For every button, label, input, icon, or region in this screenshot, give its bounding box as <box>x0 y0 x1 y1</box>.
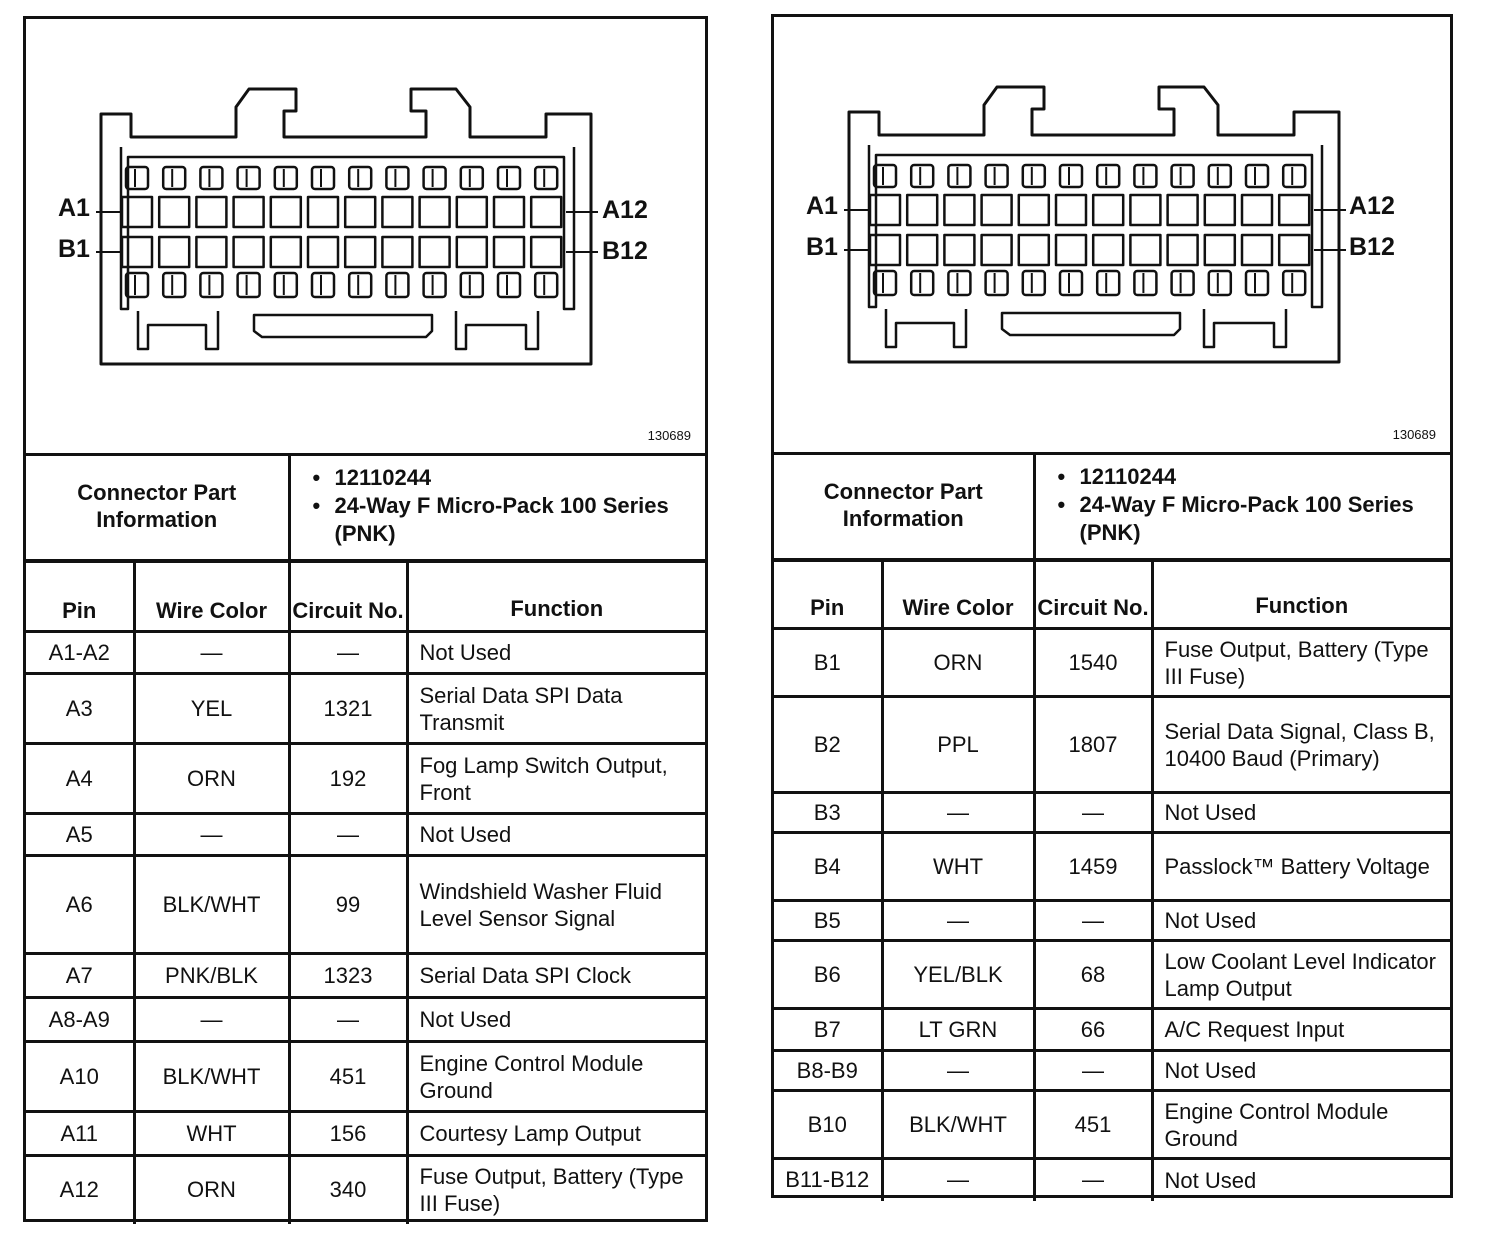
cavity-row-b <box>420 237 450 267</box>
pin-cell: B5 <box>774 901 882 941</box>
terminal-latch-top <box>1023 165 1045 187</box>
circuit-cell: 1321 <box>289 674 407 744</box>
wire-color-cell: LT GRN <box>882 1009 1034 1051</box>
terminal-latch-bottom <box>1172 271 1194 295</box>
wire-color-cell: BLK/WHT <box>134 1042 289 1112</box>
function-cell: Low Coolant Level Indicator Lamp Output <box>1152 941 1450 1009</box>
part-number: • 12110244 <box>1080 463 1451 491</box>
cavity-row-a <box>944 195 974 225</box>
cavity-row-b <box>271 237 301 267</box>
pin-cell: B1 <box>774 629 882 697</box>
pin-cell: B8-B9 <box>774 1051 882 1091</box>
pin-cell: B3 <box>774 793 882 833</box>
terminal-latch-bottom <box>1246 271 1268 295</box>
wire-color-cell: — <box>134 998 289 1042</box>
terminal-latch-bottom <box>1134 271 1156 295</box>
table-row <box>26 1042 705 1112</box>
wire-color-cell: YEL <box>134 674 289 744</box>
table-row <box>26 632 705 674</box>
pin-cell: A10 <box>26 1042 134 1112</box>
cavity-row-a <box>382 197 412 227</box>
center-slot <box>1002 313 1180 335</box>
cavity-row-a <box>308 197 338 227</box>
circuit-cell: — <box>1034 793 1152 833</box>
pin-cell: A3 <box>26 674 134 744</box>
pin-rows <box>26 632 705 1224</box>
terminal-latch-top <box>1209 165 1231 187</box>
cavity-row-b <box>870 235 900 265</box>
terminal-latch-bottom <box>312 273 334 297</box>
pin-cell: B6 <box>774 941 882 1009</box>
table-row <box>774 1009 1450 1051</box>
table-row <box>26 814 705 856</box>
connector-info-values <box>289 453 705 560</box>
connector-figure <box>26 19 705 456</box>
wire-color-cell: WHT <box>882 833 1034 901</box>
terminal-latch-bottom <box>535 273 557 297</box>
terminal-latch-top <box>1134 165 1156 187</box>
terminal-latch-top <box>1283 165 1305 187</box>
connector-panel-b <box>771 14 1453 1198</box>
header-circuit-no: Circuit No. <box>1034 561 1152 629</box>
terminal-latch-top <box>874 165 896 187</box>
function-cell: Fuse Output, Battery (Type III Fuse) <box>407 1156 705 1224</box>
terminal-latch-top <box>275 167 297 189</box>
table-row <box>26 674 705 744</box>
cavity-row-a <box>1205 195 1235 225</box>
terminal-latch-bottom <box>386 273 408 297</box>
cavity-row-a <box>1242 195 1272 225</box>
cavity-row-a <box>271 197 301 227</box>
circuit-cell: 192 <box>289 744 407 814</box>
terminal-latch-bottom <box>874 271 896 295</box>
table-row <box>774 1159 1450 1201</box>
function-cell: Passlock™ Battery Voltage <box>1152 833 1450 901</box>
cavity-row-a <box>907 195 937 225</box>
left-latch-key <box>138 311 218 349</box>
cavity-row-b <box>1093 235 1123 265</box>
table-row <box>26 1156 705 1224</box>
cavity-row-a <box>1279 195 1309 225</box>
cavity-row-b <box>382 237 412 267</box>
cavity-row-b <box>1205 235 1235 265</box>
pin-label-a12: A12 <box>1349 192 1395 220</box>
terminal-latch-top <box>1060 165 1082 187</box>
pin-cell: A12 <box>26 1156 134 1224</box>
cavity-row-a <box>1130 195 1160 225</box>
cavity-row-a <box>870 195 900 225</box>
cavity-row-a <box>1168 195 1198 225</box>
wire-color-cell: — <box>134 632 289 674</box>
cavity-row-a <box>457 197 487 227</box>
pin-cell: B4 <box>774 833 882 901</box>
function-cell: Courtesy Lamp Output <box>407 1112 705 1156</box>
wire-color-cell: WHT <box>134 1112 289 1156</box>
table-row <box>26 998 705 1042</box>
terminal-latch-top <box>911 165 933 187</box>
terminal-latch-top <box>126 167 148 189</box>
function-cell: Fog Lamp Switch Output, Front <box>407 744 705 814</box>
function-cell: Engine Control Module Ground <box>1152 1091 1450 1159</box>
part-description: • 24-Way F Micro-Pack 100 Series (PNK) <box>335 492 706 548</box>
header-circuit-no: Circuit No. <box>289 562 407 632</box>
terminal-latch-top <box>498 167 520 189</box>
connector-info-table <box>774 452 1450 561</box>
pin-label-b1: B1 <box>58 235 90 263</box>
circuit-cell: 156 <box>289 1112 407 1156</box>
circuit-cell: — <box>1034 901 1152 941</box>
cavity-row-a <box>420 197 450 227</box>
cavity-row-a <box>345 197 375 227</box>
wire-color-cell: BLK/WHT <box>134 856 289 954</box>
circuit-cell: 1323 <box>289 954 407 998</box>
circuit-cell: — <box>1034 1051 1152 1091</box>
function-cell: Not Used <box>407 814 705 856</box>
cavity-row-b <box>234 237 264 267</box>
terminal-latch-top <box>200 167 222 189</box>
wire-color-cell: — <box>882 901 1034 941</box>
cavity-row-a <box>234 197 264 227</box>
connector-info-values <box>1034 452 1450 559</box>
cavity-row-b <box>122 237 152 267</box>
pin-label-b12: B12 <box>1349 233 1395 261</box>
wire-color-cell: — <box>882 793 1034 833</box>
figure-id: 130689 <box>647 428 691 443</box>
circuit-cell: 1807 <box>1034 697 1152 793</box>
circuit-cell: 1459 <box>1034 833 1152 901</box>
pin-label-a12: A12 <box>602 196 648 224</box>
function-cell: Not Used <box>1152 1051 1450 1091</box>
pin-cell: A1-A2 <box>26 632 134 674</box>
connector-panel-a <box>23 16 708 1222</box>
table-row <box>774 833 1450 901</box>
cavity-row-b <box>196 237 226 267</box>
terminal-latch-bottom <box>1060 271 1082 295</box>
terminal-latch-top <box>1246 165 1268 187</box>
cavity-row-b <box>1242 235 1272 265</box>
center-slot <box>254 315 432 337</box>
part-description: • 24-Way F Micro-Pack 100 Series (PNK) <box>1080 491 1451 547</box>
header-function: Function <box>407 562 705 632</box>
table-row <box>774 1091 1450 1159</box>
connector-face-drawing <box>26 19 705 453</box>
circuit-cell: 451 <box>289 1042 407 1112</box>
wire-color-cell: ORN <box>134 744 289 814</box>
connector-figure <box>774 17 1450 455</box>
cavity-row-a <box>494 197 524 227</box>
function-cell: Not Used <box>407 998 705 1042</box>
terminal-latch-bottom <box>424 273 446 297</box>
terminal-latch-bottom <box>948 271 970 295</box>
circuit-cell: 66 <box>1034 1009 1152 1051</box>
table-row <box>26 744 705 814</box>
header-function: Function <box>1152 561 1450 629</box>
table-row <box>774 793 1450 833</box>
pin-label-b12: B12 <box>602 237 648 265</box>
cavity-row-b <box>345 237 375 267</box>
cavity-row-a <box>196 197 226 227</box>
cavity-row-b <box>308 237 338 267</box>
terminal-latch-top <box>349 167 371 189</box>
cavity-row-b <box>982 235 1012 265</box>
table-row <box>26 856 705 954</box>
terminal-latch-bottom <box>275 273 297 297</box>
terminal-latch-bottom <box>349 273 371 297</box>
terminal-latch-top <box>238 167 260 189</box>
terminal-latch-top <box>163 167 185 189</box>
part-number: • 12110244 <box>335 464 706 492</box>
right-latch-key <box>1204 309 1286 347</box>
function-cell: Serial Data SPI Data Transmit <box>407 674 705 744</box>
function-cell: Fuse Output, Battery (Type III Fuse) <box>1152 629 1450 697</box>
function-cell: Serial Data Signal, Class B, 10400 Baud (Primary) <box>1152 697 1450 793</box>
pin-cell: A5 <box>26 814 134 856</box>
pin-cell: B7 <box>774 1009 882 1051</box>
wire-color-cell: YEL/BLK <box>882 941 1034 1009</box>
circuit-cell: — <box>289 814 407 856</box>
pin-label-a1: A1 <box>58 194 90 222</box>
terminal-latch-bottom <box>986 271 1008 295</box>
wire-color-cell: — <box>882 1159 1034 1201</box>
terminal-latch-top <box>424 167 446 189</box>
circuit-cell: — <box>1034 1159 1152 1201</box>
header-pin: Pin <box>26 562 134 632</box>
terminal-latch-bottom <box>461 273 483 297</box>
terminal-latch-top <box>1172 165 1194 187</box>
wire-color-cell: — <box>882 1051 1034 1091</box>
table-row <box>774 901 1450 941</box>
function-cell: Not Used <box>1152 1159 1450 1201</box>
function-cell: Not Used <box>1152 901 1450 941</box>
table-row <box>26 954 705 998</box>
pin-cell: B11-B12 <box>774 1159 882 1201</box>
function-cell: A/C Request Input <box>1152 1009 1450 1051</box>
terminal-latch-top <box>986 165 1008 187</box>
terminal-latch-bottom <box>498 273 520 297</box>
circuit-cell: 1540 <box>1034 629 1152 697</box>
cavity-row-a <box>1019 195 1049 225</box>
terminal-latch-top <box>1097 165 1119 187</box>
cavity-row-b <box>1056 235 1086 265</box>
cavity-row-a <box>982 195 1012 225</box>
pin-cell: A11 <box>26 1112 134 1156</box>
header-wire-color: Wire Color <box>882 561 1034 629</box>
header-wire-color: Wire Color <box>134 562 289 632</box>
terminal-latch-bottom <box>163 273 185 297</box>
table-row <box>774 629 1450 697</box>
terminal-latch-bottom <box>1209 271 1231 295</box>
table-row <box>774 941 1450 1009</box>
pin-cell: B2 <box>774 697 882 793</box>
pin-table <box>26 560 705 1224</box>
table-row <box>26 1112 705 1156</box>
pin-rows <box>774 629 1450 1201</box>
terminal-latch-top <box>535 167 557 189</box>
circuit-cell: 68 <box>1034 941 1152 1009</box>
pin-table <box>774 559 1450 1201</box>
cavity-row-a <box>159 197 189 227</box>
header-pin: Pin <box>774 561 882 629</box>
pin-cell: A4 <box>26 744 134 814</box>
terminal-latch-bottom <box>1023 271 1045 295</box>
terminal-latch-bottom <box>238 273 260 297</box>
right-latch-key <box>456 311 538 349</box>
wire-color-cell: ORN <box>882 629 1034 697</box>
terminal-latch-bottom <box>200 273 222 297</box>
cavity-row-b <box>494 237 524 267</box>
pin-cell: A7 <box>26 954 134 998</box>
wire-color-cell: PNK/BLK <box>134 954 289 998</box>
cavity-row-b <box>1130 235 1160 265</box>
pin-cell: B10 <box>774 1091 882 1159</box>
cavity-row-b <box>159 237 189 267</box>
circuit-cell: 451 <box>1034 1091 1152 1159</box>
function-cell: Not Used <box>407 632 705 674</box>
wire-color-cell: PPL <box>882 697 1034 793</box>
function-cell: Windshield Washer Fluid Level Sensor Signal <box>407 856 705 954</box>
terminal-latch-top <box>312 167 334 189</box>
terminal-latch-bottom <box>1097 271 1119 295</box>
terminal-latch-top <box>461 167 483 189</box>
cavity-row-a <box>531 197 561 227</box>
terminal-latch-bottom <box>126 273 148 297</box>
connector-info-table <box>26 453 705 562</box>
wire-color-cell: BLK/WHT <box>882 1091 1034 1159</box>
cavity-row-b <box>1279 235 1309 265</box>
cavity-row-b <box>457 237 487 267</box>
figure-id: 130689 <box>1392 427 1436 442</box>
cavity-row-a <box>1093 195 1123 225</box>
function-cell: Serial Data SPI Clock <box>407 954 705 998</box>
circuit-cell: 99 <box>289 856 407 954</box>
cavity-row-a <box>1056 195 1086 225</box>
terminal-latch-bottom <box>911 271 933 295</box>
connector-info-label: Connector Part Information <box>26 453 289 560</box>
terminal-latch-top <box>386 167 408 189</box>
terminal-latch-bottom <box>1283 271 1305 295</box>
cavity-row-b <box>1168 235 1198 265</box>
connector-info-label: Connector Part Information <box>774 452 1034 559</box>
terminal-latch-top <box>948 165 970 187</box>
function-cell: Not Used <box>1152 793 1450 833</box>
cavity-row-b <box>1019 235 1049 265</box>
function-cell: Engine Control Module Ground <box>407 1042 705 1112</box>
circuit-cell: — <box>289 632 407 674</box>
wire-color-cell: — <box>134 814 289 856</box>
cavity-row-b <box>531 237 561 267</box>
wire-color-cell: ORN <box>134 1156 289 1224</box>
circuit-cell: — <box>289 998 407 1042</box>
table-row <box>774 697 1450 793</box>
table-row <box>774 1051 1450 1091</box>
cavity-row-b <box>907 235 937 265</box>
left-latch-key <box>886 309 966 347</box>
pin-label-b1: B1 <box>806 233 838 261</box>
cavity-row-b <box>944 235 974 265</box>
circuit-cell: 340 <box>289 1156 407 1224</box>
cavity-row-a <box>122 197 152 227</box>
pin-label-a1: A1 <box>806 192 838 220</box>
pin-cell: A6 <box>26 856 134 954</box>
pin-cell: A8-A9 <box>26 998 134 1042</box>
